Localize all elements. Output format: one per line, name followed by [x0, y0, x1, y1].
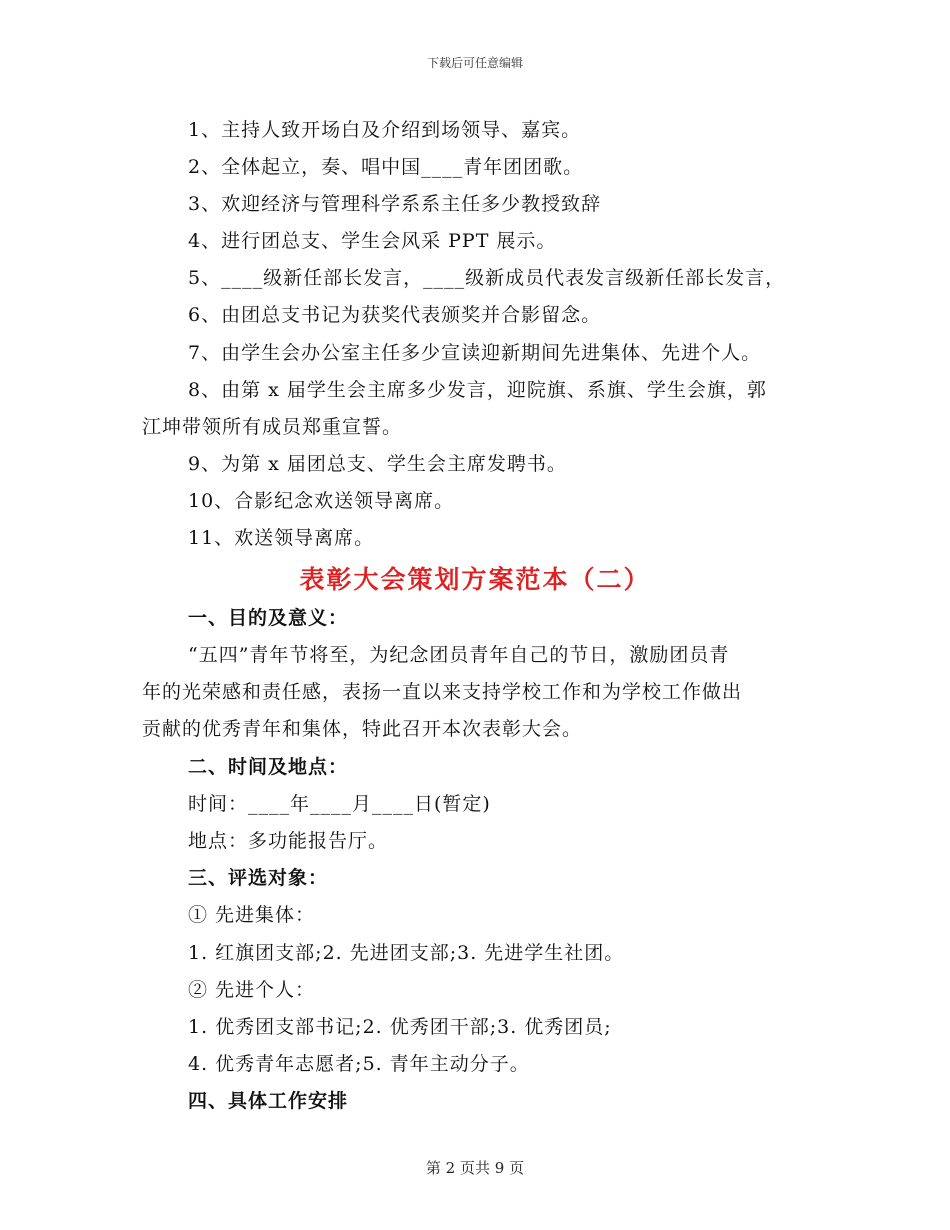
list-item: 6、由团总支书记为获奖代表颁奖并合影留念。	[188, 304, 602, 326]
list-item: 1、主持人致开场白及介绍到场领导、嘉宾。	[188, 119, 582, 141]
list-item: 2、全体起立，奏、唱中国____青年团团歌。	[188, 156, 584, 178]
heading-purpose: 一、目的及意义：	[188, 607, 349, 629]
individual-list: 4. 优秀青年志愿者;5. 青年主动分子。	[188, 1053, 530, 1075]
time-line: 时间：____年____月____日(暂定)	[188, 793, 491, 815]
list-item: 5、____级新任部长发言，____级新成员代表发言级新任部长发言，	[188, 267, 786, 289]
section-title: 表彰大会策划方案范本（二）	[299, 565, 651, 594]
paragraph-line: 贡献的优秀青年和集体，特此召开本次表彰大会。	[142, 718, 583, 740]
paragraph-line: 年的光荣感和责任感，表扬一直以来支持学校工作和为学校工作做出	[142, 681, 743, 703]
list-item: 11、欢送领导离席。	[188, 527, 375, 549]
list-item: 4、进行团总支、学生会风采 PPT 展示。	[188, 230, 557, 252]
paragraph-line: “五四”青年节将至，为纪念团员青年自己的节日，激励团员青	[188, 644, 730, 666]
heading-selection: 三、评选对象：	[188, 867, 329, 889]
heading-time-place: 二、时间及地点：	[188, 756, 349, 778]
individual-list: 1. 优秀团支部书记;2. 优秀团干部;3. 优秀团员;	[188, 1016, 612, 1038]
list-item: 9、为第 x 届团总支、学生会主席发聘书。	[188, 453, 567, 475]
heading-arrangement: 四、具体工作安排	[188, 1090, 349, 1112]
list-item-continuation: 江坤带领所有成员郑重宣誓。	[142, 416, 403, 438]
list-item: 10、合影纪念欢送领导离席。	[188, 490, 455, 512]
page-footer: 第 2 页共 9 页	[425, 1159, 525, 1177]
place-line: 地点：多功能报告厅。	[188, 830, 389, 852]
list-item: 7、由学生会办公室主任多少宣读迎新期间先进集体、先进个人。	[188, 342, 762, 364]
collective-list: 1. 红旗团支部;2. 先进团支部;3. 先进学生社团。	[188, 942, 625, 964]
subheading-individual: ② 先进个人：	[188, 979, 316, 1001]
page-header: 下载后可任意编辑	[426, 56, 523, 70]
subheading-collective: ① 先进集体：	[188, 904, 316, 926]
list-item: 3、欢迎经济与管理科学系系主任多少教授致辞	[188, 193, 602, 215]
list-item: 8、由第 x 届学生会主席多少发言，迎院旗、系旗、学生会旗，郭	[188, 379, 767, 401]
